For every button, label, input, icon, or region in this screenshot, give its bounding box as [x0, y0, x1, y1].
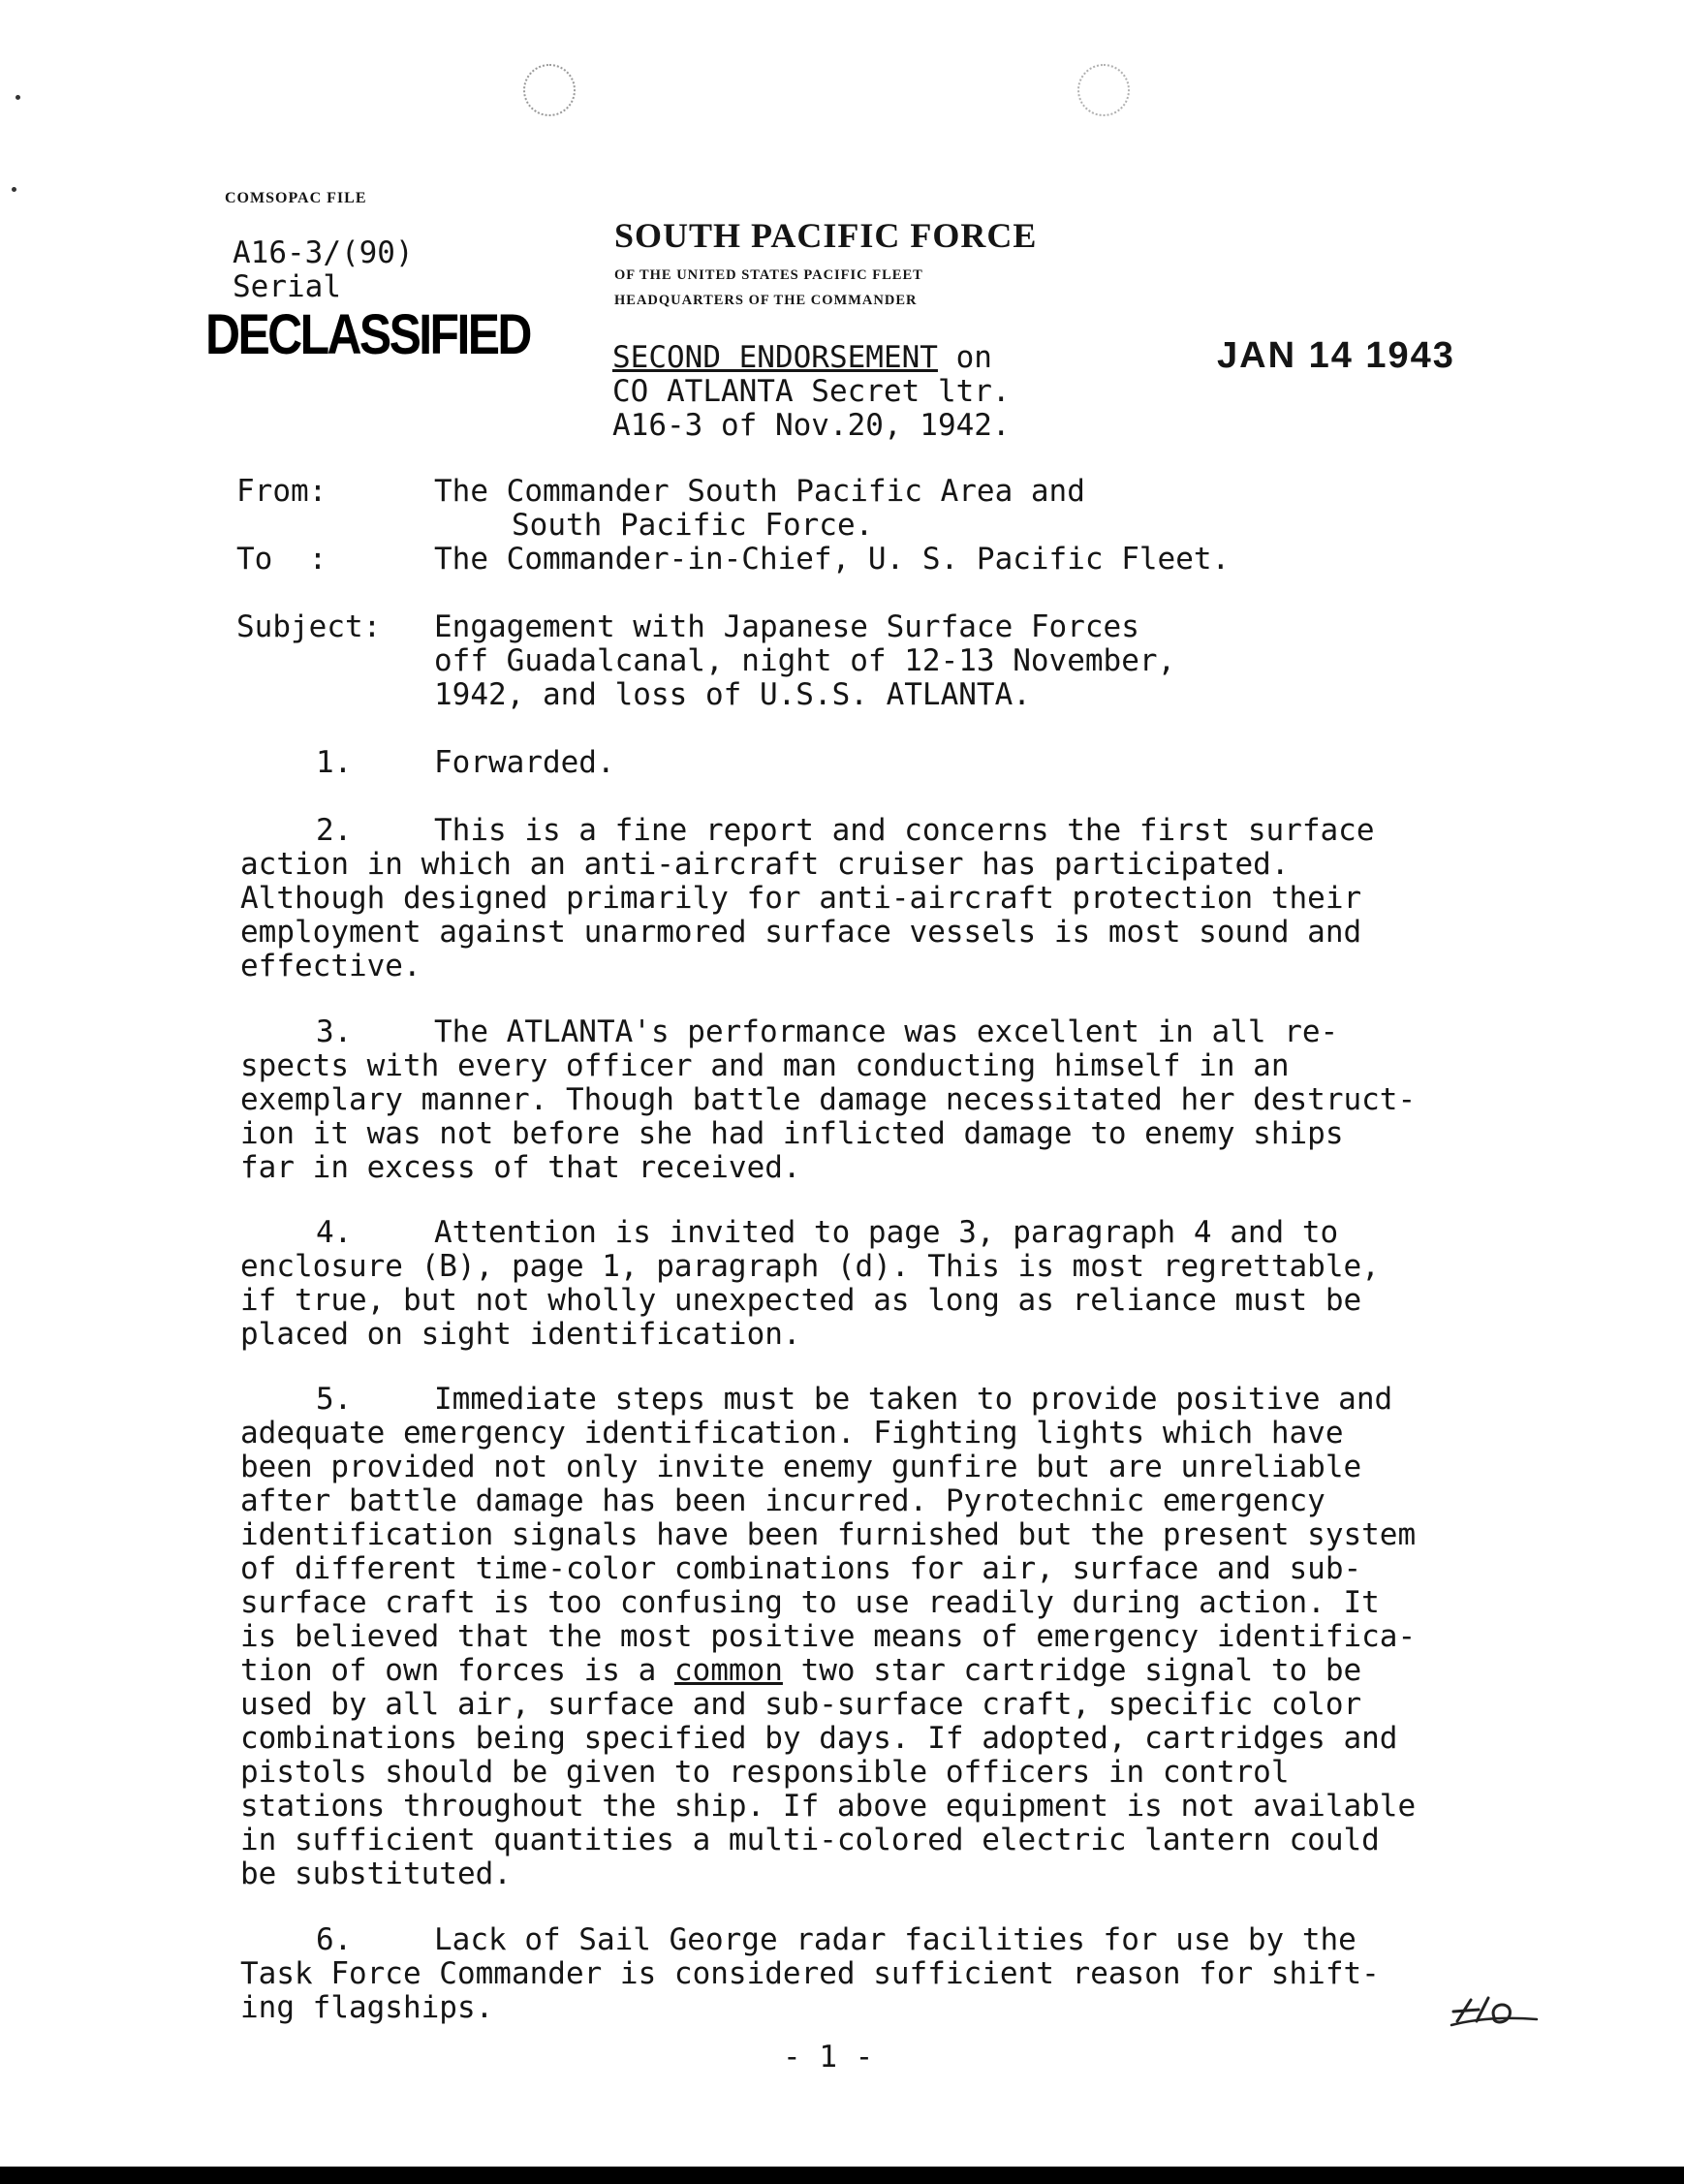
from-line-1: The Commander South Pacific Area and [434, 474, 1085, 509]
paragraph-3-number: 3. [316, 1014, 353, 1049]
endorsement-label: SECOND ENDORSEMENT [612, 340, 938, 375]
paragraph-1-number: 1. [316, 745, 353, 780]
file-number: A16-3/(90) [233, 235, 414, 270]
punch-hole-mark-right [1077, 64, 1130, 116]
paragraph-2-number: 2. [316, 813, 353, 848]
handwritten-mark [1450, 1986, 1556, 2035]
paragraph-5-underlined-word: common [673, 1653, 783, 1688]
endorsement-line-1 [612, 341, 992, 375]
paragraph-6: Lack of Sail George radar facilities for use by the Task Force Commander is considered sufficient reason for shift- ing flagships. [240, 1922, 1380, 2025]
paragraph-1: Forwarded. [434, 745, 615, 780]
subject-line-3: 1942, and loss of U.S.S. ATLANTA. [434, 677, 1031, 712]
paragraph-5-part-a: Immediate steps must be taken to provide positive and adequate emergency identification. Fighting lights which have been provided not only invite enemy gunfire but are unreliable after battle damage has been incurred. Pyrotechnic emergency identification signals have been furnished but the present system of different time-color combinations for air, surface and sub- surface craft is too confusing to use readily during action. It is believed that the most positive means of emergency identifica- tion of own forces is a [240, 1382, 1417, 1688]
to-value: The Commander-in-Chief, U. S. Pacific Fleet. [434, 542, 1231, 577]
subject-line-2: off Guadalcanal, night of 12-13 November, [434, 643, 1176, 678]
paragraph-3: The ATLANTA's performance was excellent in all re- spects with every officer and man conducting himself in an exemplary manner. Though battle damage necessitated her destruct- ion it was not before she had inflicted damage to enemy ships far in excess of that received. [240, 1014, 1417, 1185]
declassified-stamp: DECLASSIFIED [205, 303, 530, 366]
page-number: - 1 - [783, 2040, 874, 2075]
subject-label: Subject: [236, 609, 382, 644]
org-subtitle-2: HEADQUARTERS OF THE COMMANDER [614, 293, 918, 308]
scan-border [0, 2167, 1684, 2184]
paragraph-6-number: 6. [316, 1922, 353, 1957]
paragraph-5-number: 5. [316, 1382, 353, 1417]
to-label: To : [236, 542, 327, 577]
endorsement-label-suffix: on [937, 340, 992, 375]
scan-speck [16, 95, 20, 100]
file-label: COMSOPAC FILE [225, 190, 367, 206]
punch-hole-mark-left [523, 64, 576, 116]
endorsement-line-3: A16-3 of Nov.20, 1942. [612, 408, 1011, 443]
paragraph-4-number: 4. [316, 1215, 353, 1250]
from-label: From: [236, 474, 327, 509]
endorsement-line-2: CO ATLANTA Secret ltr. [612, 374, 1011, 409]
paragraph-5 [240, 1383, 1539, 1891]
paragraph-4: Attention is invited to page 3, paragraph 4 and to enclosure (B), page 1, paragraph (d). This is most regrettable, if true, but not wholly unexpected as long as reliance must be placed on sight identification. [240, 1215, 1380, 1352]
org-title: SOUTH PACIFIC FORCE [614, 216, 1038, 255]
paragraph-2: This is a fine report and concerns the first surface action in which an anti-aircraft cruiser has participated. Although designed primarily for anti-aircraft protection their employment against unarmored surface vessels is most sound and effective. [240, 813, 1375, 983]
from-line-2: South Pacific Force. [512, 508, 874, 543]
handwritten-mark-drawing [1450, 1986, 1556, 2035]
date-stamp: JAN 14 1943 [1217, 335, 1455, 376]
subject-line-1: Engagement with Japanese Surface Forces [434, 609, 1139, 644]
serial-label: Serial [233, 269, 341, 304]
org-subtitle-1: OF THE UNITED STATES PACIFIC FLEET [614, 267, 923, 283]
paragraph-5-part-b: two star cartridge signal to be used by all air, surface and sub-surface craft, specific color combinations being specified by days. If adopted, cartridges and pistols should be given to responsible officers in control stations throughout the ship. If above equipment is not available in sufficient quantities a multi-colored electric lantern could be substituted. [240, 1653, 1417, 1891]
scan-speck [12, 187, 16, 192]
